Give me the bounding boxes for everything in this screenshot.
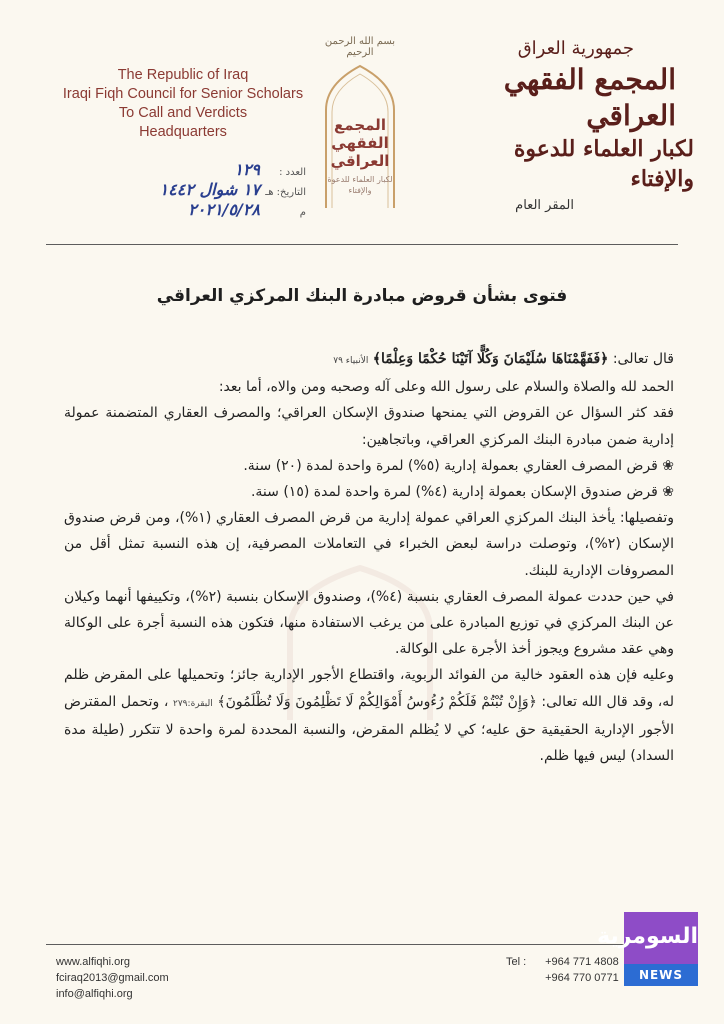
details-paragraph: وتفصيلها: يأخذ البنك المركزي العراقي عمولة إدارية من قرض المصرف العقاري (١%)، ومن قرض صندوق الإسكان (٢%)، وتوصلت دراسة لبعض الخبراء في التعاملات المصرفية، إن هذه النسبة تمثل أقل من المصروفات الإدارية للبنك.	[64, 510, 674, 579]
news-channel-logo	[597, 912, 698, 986]
bullet-item	[64, 479, 674, 505]
ruling-text-a: وعليه فإن هذه العقود خالية من الفوائد الربوية، واقتطاع الأجور الإدارية جائز؛ وتحميلها على المقرض ظلم له، وقد قال الله تعالى:	[64, 667, 675, 710]
verse-reference-2: البقرة:٢٧٩	[173, 698, 213, 709]
logo-basmala: بسم الله الرحمن الرحيم	[324, 36, 396, 58]
praise-paragraph: الحمد لله والصلاة والسلام على رسول الله وعلى آله وصحبه ومن والاه، أما بعد:	[218, 379, 674, 396]
letterhead-english-line: The Republic of Iraq	[117, 67, 249, 83]
header-divider	[46, 244, 678, 245]
letterhead-english-line: Headquarters	[139, 124, 227, 140]
flower-bullet-icon: ❀	[657, 484, 674, 501]
logo-name: المجمع الفقهي العراقي	[330, 116, 390, 170]
reference-date-label: التاريخ: هـ	[265, 187, 306, 198]
letterhead-council-subtitle: لكبار العلماء للدعوة والإفتاء	[513, 136, 694, 192]
letterhead-english	[48, 66, 318, 142]
reference-number-label: العدد :	[279, 167, 306, 178]
news-channel-brand: السومرية	[624, 912, 698, 964]
reference-number-row	[66, 160, 306, 180]
letterhead-republic: جمهورية العراق	[517, 38, 634, 59]
letterhead-council-name: المجمع الفقهي العراقي	[503, 63, 676, 132]
bullet-text: قرض المصرف العقاري بعمولة إدارية (٥%) لمرة واحدة لمدة (٢٠) سنة.	[243, 457, 658, 474]
letterhead-arabic	[454, 36, 694, 216]
ruling-paragraph	[64, 662, 674, 769]
reference-block	[66, 160, 306, 220]
reference-hijri-date: ١٧ شوال ١٤٤٢	[159, 180, 260, 199]
quran-verse: ﴿فَفَهَّمْنَاهَا سُلَيْمَانَ وَكُلًّا آتَيْنَا حُكْمًا وَعِلْمًا﴾	[372, 351, 609, 367]
footer-tel-label: Tel :	[506, 956, 527, 968]
council-logo	[318, 32, 402, 212]
footer-contacts	[56, 954, 169, 1002]
footer-email[interactable]: info@alfiqhi.org	[56, 988, 133, 1000]
footer-phone[interactable]: +964 771 4808	[545, 956, 619, 968]
verse-line	[64, 346, 674, 374]
intro-paragraph: فقد كثر السؤال عن القروض التي يمنحها صندوق الإسكان العراقي؛ والمصرف العقاري المتضمنة عمولة إدارية ضمن مبادرة البنك المركزي العراقي، وباتجاهين:	[64, 405, 674, 448]
news-label: NEWS	[624, 964, 698, 986]
verse-reference: الأنبياء ٧٩	[333, 356, 369, 366]
quran-verse-2: ﴿وَإِنْ تُبْتُمْ فَلَكُمْ رُءُوسُ أَمْوَالِكُمْ لَا تَظْلِمُونَ وَلَا تُظْلَمُونَ﴾	[217, 693, 537, 710]
logo-subtitle: لكبار العلماء للدعوة والإفتاء	[327, 175, 393, 195]
document-title: فتوى بشأن قروض مبادرة البنك المركزي العراقي	[156, 286, 568, 306]
reference-gregorian-row	[66, 200, 306, 220]
bullet-text: قرض صندوق الإسكان بعمولة إدارية (٤%) لمرة واحدة لمدة (١٥) سنة.	[250, 484, 658, 501]
footer-phone[interactable]: +964 770 0771	[545, 972, 619, 984]
bullet-item	[64, 453, 674, 479]
footer-phone-row	[506, 970, 619, 986]
letterhead-english-line: Iraqi Fiqh Council for Senior Scholars	[62, 86, 304, 102]
footer-divider	[46, 944, 678, 945]
footer-email[interactable]: fciraq2013@gmail.com	[56, 972, 169, 984]
reference-gregorian-label: م	[299, 207, 306, 218]
verse-intro: قال تعالى:	[608, 351, 674, 367]
ruling-text-b: ، وتحمل المقترض الأجور الإدارية الحقيقية حق عليه؛ كي لا يُظلم المقرض، والنسبة المحددة لمرة واحدة لا تتكرر (طيلة مدة السداد) ليس فيها ظلم.	[64, 693, 674, 765]
agency-paragraph: في حين حددت عمولة المصرف العقاري بنسبة (٤%)، وصندوق الإسكان بنسبة (٢%)، وتكييفها أنهما وكيلان عن البنك المركزي في توزيع المبادرة على من يرغب الاستفادة منها، فتكون هذه النسبة أجرة على الوكالة وهي عقد مشروع ويجوز أخذ الأجرة على الوكالة.	[64, 588, 675, 658]
reference-number-value: ١٢٩	[234, 160, 260, 179]
fatwa-body	[64, 346, 674, 769]
footer-website[interactable]: www.alfiqhi.org	[56, 956, 130, 968]
flower-bullet-icon: ❀	[657, 457, 674, 474]
reference-hijri-row	[66, 180, 306, 200]
reference-gregorian-date: ٢٠٢١/٥/٢٨	[188, 200, 260, 219]
letterhead-english-line: To Call and Verdicts	[118, 105, 248, 121]
letterhead-headquarters: المقر العام	[515, 198, 574, 213]
